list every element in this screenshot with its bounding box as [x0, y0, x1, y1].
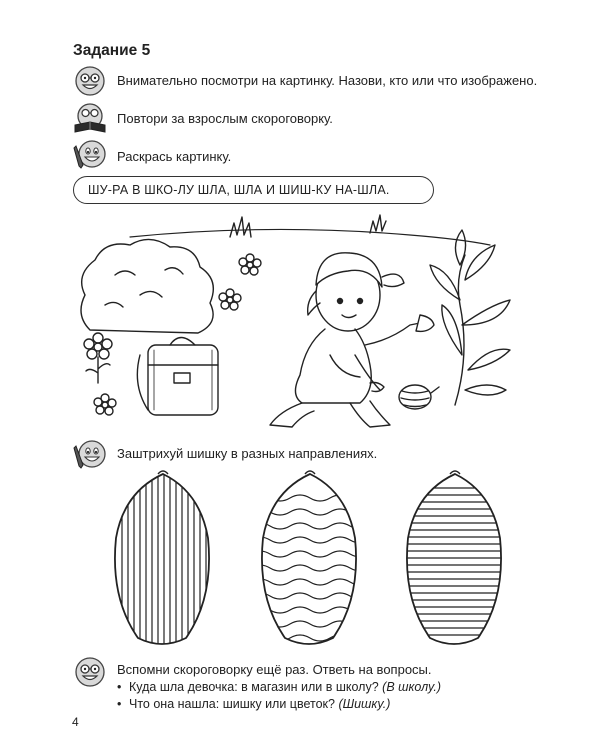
- question-text: Что она нашла: шишку или цветок?: [129, 697, 335, 711]
- flower-left: [84, 333, 112, 383]
- glasses-smiley-icon: [73, 64, 107, 98]
- cone-horizontal-lines: [400, 471, 510, 644]
- pencil-smiley-icon: [73, 438, 107, 472]
- leafy-branch: [430, 230, 510, 405]
- page-number: 4: [72, 715, 79, 729]
- pencil-smiley-icon: [73, 138, 107, 172]
- glasses-smiley-icon: [73, 655, 107, 689]
- pine-cone-small: [399, 385, 439, 409]
- tongue-twister-box: ШУ-РА В ШКО-ЛУ ШЛА, ШЛА И ШИШ-КУ НА-ШЛА.: [73, 176, 434, 204]
- answer-text: (В школу.): [382, 680, 442, 694]
- question-item: • Что она нашла: шишку или цветок? (Шишку.): [117, 697, 391, 711]
- task-title: Задание 5: [73, 42, 151, 59]
- answer-text: (Шишку.): [338, 697, 391, 711]
- girl-picking-cone-illustration: [70, 205, 530, 433]
- questions-list: [117, 679, 441, 713]
- final-instruction: Вспомни скороговорку ещё раз. Ответь на вопросы.: [117, 662, 432, 677]
- question-text: Куда шла девочка: в магазин или в школу?: [129, 680, 379, 694]
- question-item: • Куда шла девочка: в магазин или в школу? (В школу.): [117, 680, 442, 694]
- cone-vertical-lines: [115, 468, 209, 650]
- cone-wavy-lines: [250, 471, 370, 644]
- instruction-look: Внимательно посмотри на картинку. Назови, кто или что изображено.: [117, 73, 538, 88]
- hatching-instruction: Заштрихуй шишку в разных направлениях.: [117, 446, 378, 461]
- reading-smiley-icon: [73, 101, 107, 135]
- instruction-repeat: Повтори за взрослым скороговорку.: [117, 111, 333, 126]
- instruction-color: Раскрась картинку.: [117, 149, 232, 164]
- backpack: [137, 338, 218, 416]
- girl: [270, 253, 434, 427]
- pine-cones-row: [100, 468, 510, 650]
